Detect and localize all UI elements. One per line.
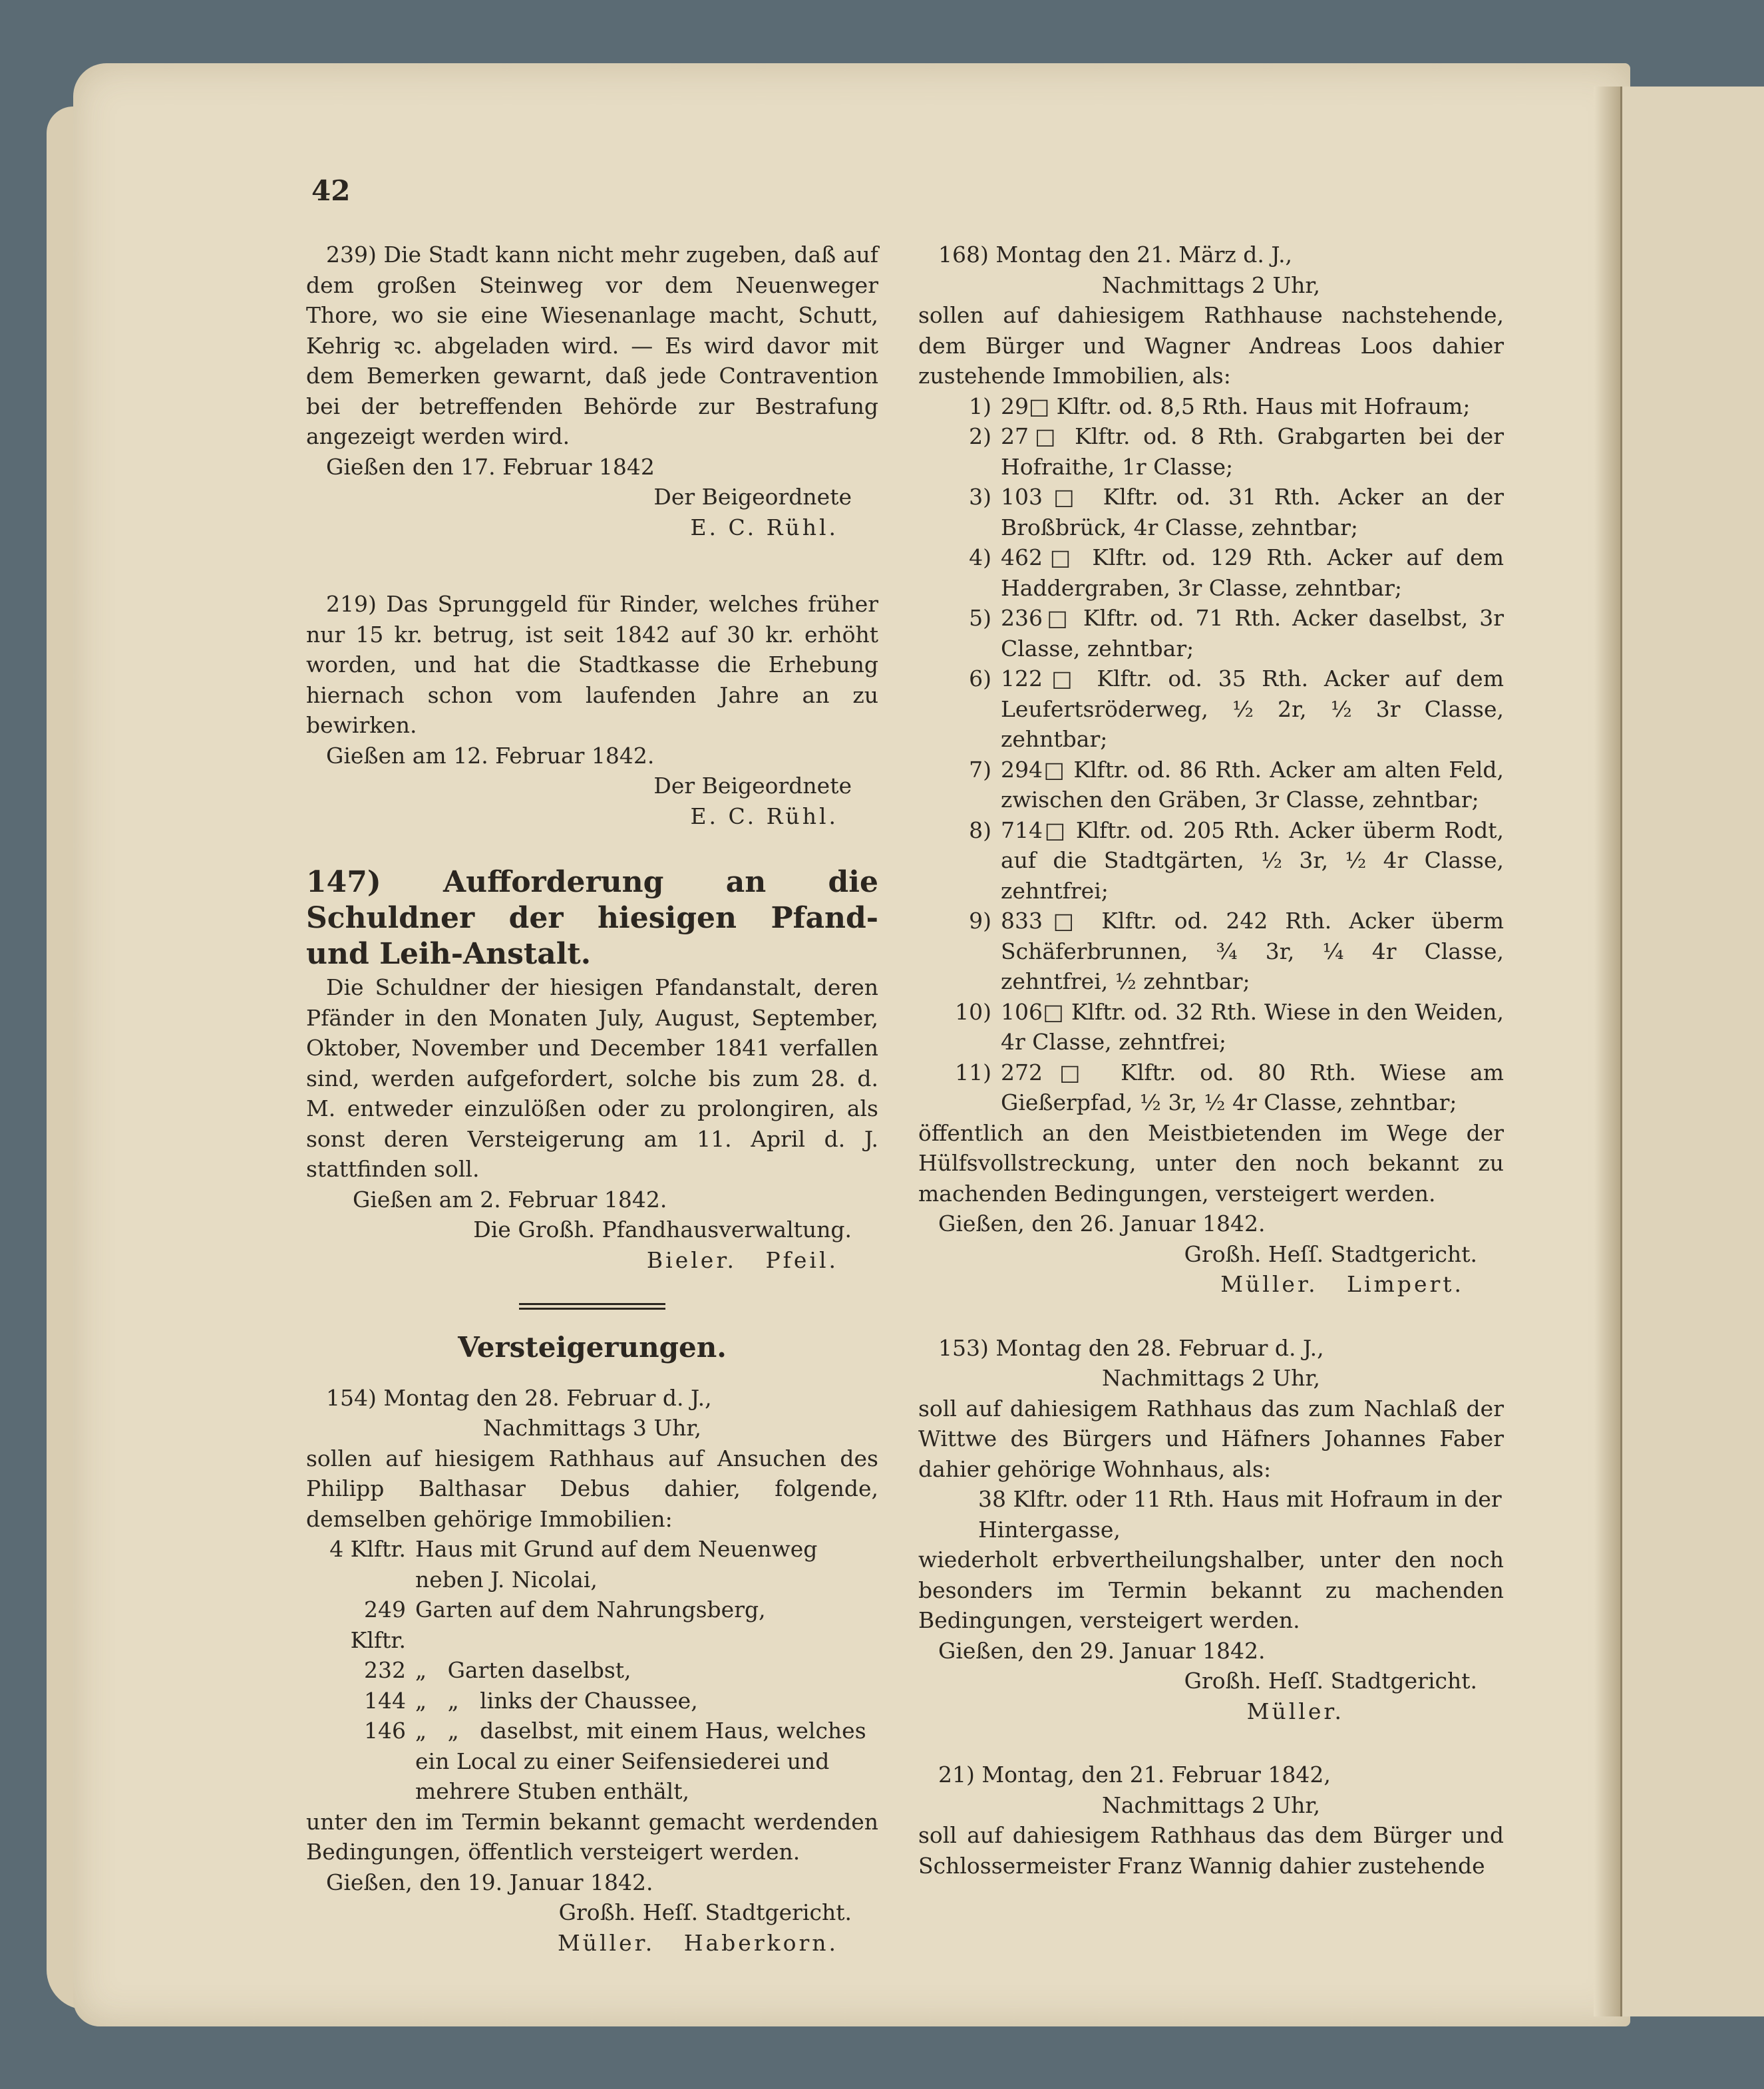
notice-168-authority: Großh. Heſſ. Stadtgericht. bbox=[1184, 1240, 1477, 1267]
lot-row bbox=[306, 1686, 878, 1716]
lot-row bbox=[918, 1484, 1504, 1545]
item-number: 5) bbox=[969, 605, 991, 631]
notice-239-text: 239) Die Stadt kann nicht mehr zugeben, daß auf dem großen Steinweg vor dem Neuenweger Thore, wo sie eine Wiesenanlage macht, Schutt, Kehrig ꝛc. abgeladen wird. — Es wird davor mit dem Bemerken gewarnt, daß jede Contravention bei der betreffenden Behörde zur Bestrafung angezeigt werden wird. bbox=[306, 242, 878, 449]
notice-154-authority: Großh. Heſſ. Stadtgericht. bbox=[558, 1899, 852, 1925]
property-item bbox=[918, 603, 1504, 664]
notice-168-line2: Nachmittags 2 Uhr, bbox=[1101, 272, 1321, 298]
notice-239-date: Gießen den 17. Februar 1842 bbox=[326, 453, 655, 480]
notice-154-text: sollen auf hiesigem Rathhaus auf Ansuchen des Philipp Balthasar Debus dahier, folgende, demselben gehörige Immobilien: bbox=[306, 1445, 878, 1532]
notice-153-signature: Müller. bbox=[1246, 1698, 1344, 1724]
item-number: 10) bbox=[955, 998, 991, 1025]
right-column bbox=[918, 240, 1504, 1881]
item-text: 103□ Klftr. od. 31 Rth. Acker an der Broßbrück, 4r Classe, zehntbar; bbox=[1001, 484, 1504, 540]
spacer bbox=[918, 1726, 1504, 1760]
notice-21-text: soll auf dahiesigem Rathhaus das dem Bürger und Schlossermeister Franz Wannig dahier zustehende bbox=[918, 1822, 1504, 1879]
section-title: Versteigerungen. bbox=[458, 1331, 727, 1364]
notice-154-signatures: Müller. Haberkorn. bbox=[557, 1929, 838, 1956]
notice-168-closing: öffentlich an den Meistbietenden im Wege der Hülfsvollstreckung, unter den noch bekannt zu machenden Bedingungen, versteigert werden. bbox=[918, 1119, 1504, 1207]
lot-size: 146 bbox=[364, 1718, 406, 1744]
lot-size: 4 Klftr. bbox=[329, 1536, 406, 1562]
lot-desc: „ „ links der Chaussee, bbox=[415, 1687, 698, 1714]
item-number: 7) bbox=[969, 756, 991, 783]
notice-168-line1: 168) Montag den 21. März d. J., bbox=[938, 242, 1293, 268]
notice-219-date: Gießen am 12. Februar 1842. bbox=[326, 742, 655, 769]
item-text: 272□ Klftr. od. 80 Rth. Wiese am Gießerpfad, ½ 3r, ½ 4r Classe, zehntbar; bbox=[1001, 1059, 1504, 1115]
lot-row bbox=[306, 1655, 878, 1686]
lot-row bbox=[306, 1595, 878, 1655]
item-number: 11) bbox=[955, 1059, 991, 1085]
property-item bbox=[918, 997, 1504, 1057]
spacer bbox=[918, 1300, 1504, 1333]
lot-row bbox=[306, 1716, 878, 1807]
notice-154-line2: Nachmittags 3 Uhr, bbox=[482, 1415, 702, 1441]
lot-size: 232 bbox=[364, 1657, 406, 1683]
item-number: 9) bbox=[969, 908, 991, 934]
notice-147-signatures: Bieler. Pfeil. bbox=[646, 1246, 838, 1273]
left-column bbox=[306, 240, 878, 1958]
notice-168-signatures: Müller. Limpert. bbox=[1220, 1271, 1464, 1297]
item-text: 106□ Klftr. od. 32 Rth. Wiese in den Weiden, 4r Classe, zehntfrei; bbox=[1001, 998, 1504, 1055]
notice-153-text: soll auf dahiesigem Rathhaus das zum Nachlaß der Wittwe des Bürgers und Häfners Johannes Faber dahier gehörige Wohnhaus, als: bbox=[918, 1395, 1504, 1482]
property-item bbox=[918, 542, 1504, 603]
item-text: 29□ Klftr. od. 8,5 Rth. Haus mit Hofraum; bbox=[1001, 393, 1471, 419]
book-gutter bbox=[1594, 87, 1620, 2016]
item-number: 8) bbox=[969, 817, 991, 843]
facing-page-edge bbox=[1620, 87, 1764, 2016]
item-number: 3) bbox=[969, 484, 991, 510]
property-item bbox=[918, 482, 1504, 542]
notice-219-signature: E. C. Rühl. bbox=[690, 803, 838, 829]
notice-168-date: Gießen, den 26. Januar 1842. bbox=[938, 1211, 1266, 1236]
notice-239-signature: E. C. Rühl. bbox=[690, 514, 838, 540]
item-number: 2) bbox=[969, 423, 991, 449]
lot-row bbox=[306, 1534, 878, 1595]
notice-153-authority: Großh. Heſſ. Stadtgericht. bbox=[1184, 1668, 1477, 1694]
notice-154-date: Gießen, den 19. Januar 1842. bbox=[326, 1869, 653, 1895]
notice-153-closing: wiederholt erbvertheilungshalber, unter den noch besonders im Termin bekannt zu machenden Bedingungen, versteigert werden. bbox=[918, 1547, 1504, 1633]
lot-desc: Garten auf dem Nahrungsberg, bbox=[415, 1597, 766, 1622]
notice-168-text: sollen auf dahiesigem Rathhause nachstehende, dem Bürger und Wagner Andreas Loos dahier zustehende Immobilien, als: bbox=[918, 302, 1504, 389]
item-number: 1) bbox=[969, 393, 991, 419]
notice-153-line2: Nachmittags 2 Uhr, bbox=[1101, 1365, 1321, 1391]
notice-153-date: Gießen, den 29. Januar 1842. bbox=[938, 1637, 1266, 1664]
notice-21-line2: Nachmittags 2 Uhr, bbox=[1101, 1792, 1321, 1818]
item-text: 122□ Klftr. od. 35 Rth. Acker auf dem Leufertsröderweg, ½ 2r, ½ 3r Classe, zehntbar; bbox=[1001, 665, 1504, 752]
notice-239-role: Der Beigeordnete bbox=[653, 484, 852, 510]
property-item bbox=[918, 815, 1504, 906]
spacer bbox=[306, 542, 878, 589]
item-number: 4) bbox=[969, 544, 991, 570]
notice-219-text: 219) Das Sprunggeld für Rinder, welches früher nur 15 kr. betrug, ist seit 1842 auf 30 kr. erhöht worden, und hat die Stadtkasse die Erhebung hiernach schon vom laufenden Jahre an zu bewirken. bbox=[306, 591, 878, 738]
notice-147-heading: 147) Aufforderung an die Schuldner der hiesigen Pfand- und Leih-Anstalt. bbox=[306, 865, 878, 971]
spacer bbox=[306, 831, 878, 864]
notice-153-line1: 153) Montag den 28. Februar d. J., bbox=[938, 1334, 1324, 1361]
notice-21-line1: 21) Montag, den 21. Februar 1842, bbox=[938, 1762, 1331, 1788]
notice-147-date: Gießen am 2. Februar 1842. bbox=[353, 1186, 667, 1213]
lot-desc: 38 Klftr. oder 11 Rth. Haus mit Hofraum in der Hintergasse, bbox=[978, 1486, 1502, 1543]
lot-size: 249 Klftr. bbox=[350, 1597, 406, 1653]
item-text: 236□ Klftr. od. 71 Rth. Acker daselbst, 3r Classe, zehntbar; bbox=[1001, 605, 1504, 662]
lot-desc: „ „ daselbst, mit einem Haus, welches ein Local zu einer Seifensiederei und mehrere Stuben enthält, bbox=[415, 1718, 874, 1804]
property-item bbox=[918, 391, 1504, 422]
notice-154-line1: 154) Montag den 28. Februar d. J., bbox=[326, 1384, 712, 1411]
item-text: 714□ Klftr. od. 205 Rth. Acker überm Rodt, auf die Stadtgärten, ½ 3r, ½ 4r Classe, zehntfrei; bbox=[1001, 817, 1504, 904]
notice-219-role: Der Beigeordnete bbox=[653, 773, 852, 799]
lot-desc: „ Garten daselbst, bbox=[415, 1657, 631, 1683]
property-item bbox=[918, 1057, 1504, 1118]
item-text: 462□ Klftr. od. 129 Rth. Acker auf dem Haddergraben, 3r Classe, zehntbar; bbox=[1001, 544, 1504, 601]
property-item bbox=[918, 906, 1504, 997]
property-item bbox=[918, 755, 1504, 815]
notice-154-closing: unter den im Termin bekannt gemacht werdenden Bedingungen, öffentlich versteigert werden. bbox=[306, 1808, 878, 1865]
section-divider bbox=[519, 1303, 665, 1310]
property-item bbox=[918, 664, 1504, 755]
notice-147-text: Die Schuldner der hiesigen Pfandanstalt, deren Pfänder in den Monaten July, August, September, Oktober, November und December 1841 verfallen sind, werden aufgefordert, solche bis zum 28. d. M. entweder einzulößen oder zu prolongiren, als sonst deren Versteigerung am 11. April d. J. stattfinden soll. bbox=[306, 974, 878, 1182]
item-text: 294□ Klftr. od. 86 Rth. Acker am alten Feld, zwischen den Gräben, 3r Classe, zehntbar; bbox=[1001, 756, 1504, 813]
notice-147-authority: Die Großh. Pfandhausverwaltung. bbox=[473, 1217, 852, 1242]
property-item bbox=[918, 421, 1504, 482]
lot-desc: Haus mit Grund auf dem Neuenweg neben J. Nicolai, bbox=[415, 1536, 818, 1593]
item-text: 27□ Klftr. od. 8 Rth. Grabgarten bei der Hofraithe, 1r Classe; bbox=[1001, 423, 1504, 480]
lot-size: 144 bbox=[364, 1687, 406, 1714]
item-text: 833□ Klftr. od. 242 Rth. Acker überm Schäferbrunnen, ¾ 3r, ¼ 4r Classe, zehntfrei, ½ zehntbar; bbox=[1001, 908, 1504, 994]
item-number: 6) bbox=[969, 665, 991, 691]
page-number: 42 bbox=[311, 174, 351, 207]
